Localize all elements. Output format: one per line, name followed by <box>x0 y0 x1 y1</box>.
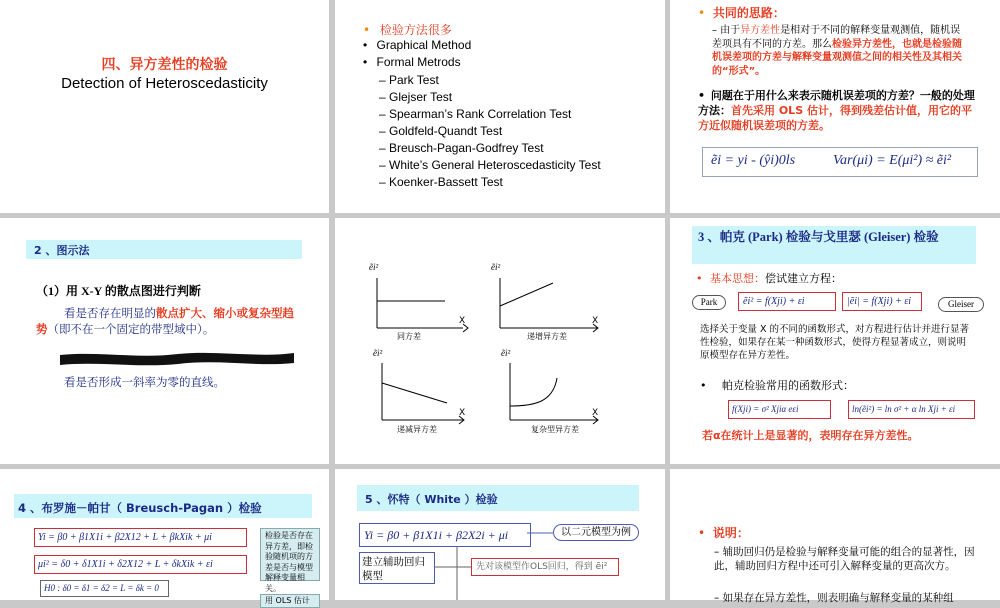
bp-ols-note: 用 OLS 估计 <box>260 594 320 608</box>
title-chinese: 四、异方差性的检验 <box>101 58 228 73</box>
formula-box <box>702 147 978 177</box>
notes-item-2: – 如果存在异方差性，则表明确与解释变量的某种组 <box>714 592 954 604</box>
park-equation: ẽi² = f(Xji) + εi <box>738 292 836 311</box>
test-list <box>379 72 601 191</box>
text1-b: 散点扩大、缩小或复杂型趋势 <box>36 306 294 336</box>
idea-text: 偿试建立方程： <box>765 273 842 285</box>
graphic-text-1 <box>36 305 296 337</box>
formal-method: Formal Metrods <box>376 55 461 69</box>
white-model-equation: Yi = β0 + β1X1i + β2X2i + μi <box>359 523 531 547</box>
gleiser-equation: |ẽi| = f(Xji) + εi <box>842 292 922 311</box>
list-item: – Spearman’s Rank Correlation Test <box>379 107 572 121</box>
slide-methods[interactable] <box>335 0 665 213</box>
slide-breusch-pagan[interactable] <box>0 469 329 605</box>
title-english: Detection of Heteroscedasticity <box>61 75 268 92</box>
methods-heading-row <box>363 21 452 38</box>
x-axis-label: X <box>459 408 466 418</box>
park-body: 选择关于变量 X 的不同的函数形式，对方程进行估计并进行显著性检验，如果存在某一种函数形式，使得方程显著成立，则说明原模型存在异方差性。 <box>700 324 970 361</box>
para1-red: 检验异方差性，也就是检验随机误差项的方差与解释变量观测值之间的相关性及其相关的“形式”。 <box>712 38 962 77</box>
slide-white-test[interactable] <box>335 469 665 600</box>
slide-notes[interactable] <box>670 469 1000 604</box>
bp-note: 检验是否存在异方差，即检验随机项的方差是否与模型解释变量相关。 <box>260 528 320 581</box>
park-log-function: ln(ẽi²) = ln σ² + α ln Xji + εi <box>848 400 975 419</box>
x-axis-label: X <box>592 316 599 326</box>
approach-heading-row <box>698 4 785 21</box>
list-item: – Goldfeld-Quandt Test <box>379 124 503 138</box>
bullet-icon: • <box>698 6 706 20</box>
graphical-row <box>363 38 471 52</box>
park-common: 帕克检验常用的函数形式： <box>722 379 854 392</box>
approach-paragraph-1 <box>712 24 970 78</box>
list-item: – Koenker-Bassett Test <box>379 175 503 189</box>
para1-term: 异方差性 <box>740 25 781 36</box>
bullet-icon: • <box>363 55 368 69</box>
y-axis-label: ẽi² <box>491 262 501 272</box>
text1-c: （即不在一个固定的带型域中）。 <box>47 322 215 336</box>
bp-auxiliary-equation: μi² = δ0 + δ1X1i + δ2X12 + L + δkXik + εi <box>34 555 247 574</box>
white-heading: 5 、怀特（ White ）检验 <box>365 493 498 506</box>
y-axis-label: ẽi² <box>369 262 379 272</box>
bp-heading: 4 、布罗施－帕甘（ Breusch-Pagan ）检验 <box>18 501 262 515</box>
gleiser-pill: Gleiser <box>938 297 984 312</box>
graphical-method: Graphical Method <box>376 38 472 52</box>
slide-park-gleiser[interactable] <box>670 218 1000 464</box>
redacted-scribble <box>58 349 298 369</box>
list-item: – Glejser Test <box>379 90 453 104</box>
approach-paragraph-2 <box>698 88 978 133</box>
bp-null-hypothesis: H0 : δ0 = δ1 = δ2 = L = δk = 0 <box>40 580 169 597</box>
bullet-icon: • <box>696 272 703 285</box>
caption-decreasing: 递减异方差 <box>397 425 437 434</box>
graphic-heading: 2 、图示法 <box>34 244 90 257</box>
caption-complex: 复杂型异方差 <box>531 425 579 434</box>
white-step-note: 先对该模型作OLS回归，得到 ẽi² <box>471 558 619 576</box>
park-heading: 3 、帕克 (Park) 检验与戈里瑟 (Gleiser) 检验 <box>698 230 939 244</box>
list-item: – Breusch-Pagan-Godfrey Test <box>379 141 544 155</box>
y-axis-label: ẽi² <box>373 348 383 358</box>
bullet-icon: • <box>363 38 368 52</box>
park-conclusion: 若α在统计上是显著的，表明存在异方差性。 <box>702 429 919 442</box>
idea-row <box>696 270 842 286</box>
x-axis-label: X <box>459 316 466 326</box>
x-axis-label: X <box>592 408 599 418</box>
bullet-icon: • <box>698 526 706 540</box>
caption-increasing: 递增异方差 <box>527 332 567 341</box>
bullet-icon: • <box>698 89 706 102</box>
list-item: – White’s General Heteroscedasticity Test <box>379 158 601 172</box>
bp-model-equation: Yi = β0 + β1X1i + β2X12 + L + βkXik + μi <box>34 528 247 547</box>
text1-a: 看是否存在明显的 <box>64 306 156 320</box>
graphic-text-2: 看是否形成一斜率为零的直线。 <box>64 375 225 389</box>
notes-heading: 说明： <box>712 526 749 540</box>
para1-prefix: – 由于 <box>712 25 741 36</box>
approach-heading: 共同的思路： <box>712 6 785 20</box>
park-pill: Park <box>692 295 726 310</box>
caption-homoscedastic: 同方差 <box>397 332 421 341</box>
para2-black: 问题在于用什么来表示随机误差项的方差？一般的处理方法： <box>698 89 975 117</box>
notes-heading-row <box>698 524 749 541</box>
slide-graphic-method[interactable] <box>0 218 329 464</box>
graphic-subheading: （1）用 X-Y 的散点图进行判断 <box>36 284 201 298</box>
slide-common-approach[interactable] <box>670 0 1000 213</box>
white-callout: 以二元模型为例 <box>553 524 639 541</box>
park-common-row <box>700 377 854 393</box>
bullet-icon: • <box>700 379 707 392</box>
variance-formula: Var(μi) = E(μi²) ≈ ẽi² <box>833 153 952 168</box>
park-function: f(Xji) = σ² Xjiα eεi <box>728 400 831 419</box>
list-item: – Park Test <box>379 73 439 87</box>
slide-scatter-patterns[interactable] <box>335 218 665 464</box>
notes-item-1: – 辅助回归仍是检验与解释变量可能的组合的显著性，因此，辅助回归方程中还可引入解释变量的更高次方。 <box>714 546 975 572</box>
methods-heading: 检验方法很多 <box>379 23 452 37</box>
idea-label: 基本思想： <box>710 272 765 285</box>
para2-red: 首先采用 OLS 估计，得到残差估计值，用它的平方近似随机误差项的方差。 <box>698 104 972 132</box>
bullet-icon: • <box>363 23 371 37</box>
y-axis-label: ẽi² <box>501 348 511 358</box>
pattern-figures <box>335 218 665 464</box>
residual-formula: ẽi = yi - (ŷi)0ls <box>711 153 796 168</box>
white-step-box: 建立辅助回归模型 <box>359 552 435 584</box>
slide-title[interactable] <box>0 0 329 213</box>
para1-mid: 是相对于不同的解释变量观测值，随机误差项具有不同的方差。那么 <box>712 25 961 50</box>
formal-row <box>363 55 461 69</box>
